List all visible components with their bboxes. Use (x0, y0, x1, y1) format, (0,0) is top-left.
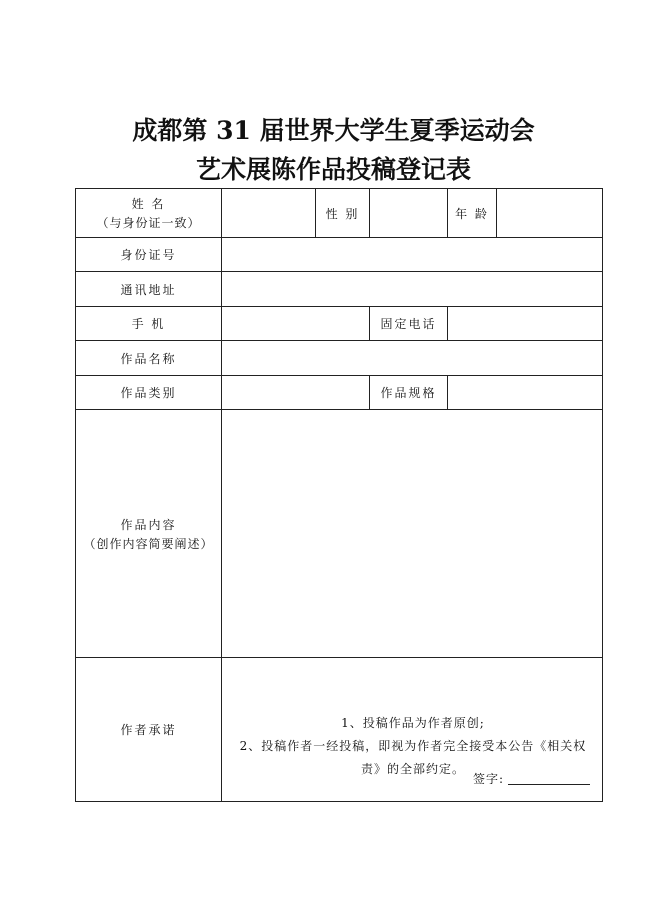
row-name (76, 189, 603, 238)
form-title-line-2: 艺术展陈作品投稿登记表 (195, 155, 471, 184)
work-spec-label: 作品规格 (370, 376, 448, 410)
age-label: 年 龄 (448, 189, 497, 238)
name-label: 姓 名 (131, 197, 166, 211)
work-content-note: （创作内容简要阐述） (83, 536, 214, 551)
name-note: （与身份证一致） (96, 216, 201, 230)
gender-value-cell[interactable] (370, 189, 448, 238)
work-type-label: 作品类别 (76, 376, 222, 410)
age-value-cell[interactable] (497, 189, 603, 238)
gender-label: 性 别 (316, 189, 370, 238)
work-name-label: 作品名称 (76, 341, 222, 376)
row-work-type (76, 376, 603, 410)
promise-line-3: 责》的全部约定。 (360, 762, 465, 776)
address-label: 通讯地址 (76, 272, 222, 307)
form-title-line-1: 成都第 31 届世界大学生夏季运动会 (132, 116, 535, 145)
id-number-label: 身份证号 (76, 238, 222, 272)
signature-line[interactable] (508, 784, 590, 785)
promise-line-2: 2、投稿作者一经投稿，即视为作者完全接受本公告《相关权 (239, 739, 587, 753)
author-promise-label: 作者承诺 (76, 658, 222, 802)
work-content-value-cell[interactable] (222, 410, 603, 658)
work-name-value-cell[interactable] (222, 341, 603, 376)
row-id-number (76, 238, 603, 272)
row-work-name (76, 341, 603, 376)
landline-label: 固定电话 (370, 307, 448, 341)
name-label-cell (76, 189, 222, 238)
row-work-content (76, 410, 603, 658)
signature-row (473, 770, 590, 787)
id-number-value-cell[interactable] (222, 238, 603, 272)
address-value-cell[interactable] (222, 272, 603, 307)
promise-line-1: 1、投稿作品为作者原创; (341, 716, 485, 730)
work-content-label-cell (76, 410, 222, 658)
work-content-label: 作品内容 (120, 517, 177, 532)
row-phone (76, 307, 603, 341)
registration-form-table (75, 188, 603, 802)
row-author-promise (76, 658, 603, 802)
promise-text (222, 678, 602, 781)
mobile-value-cell[interactable] (222, 307, 370, 341)
author-promise-cell (222, 658, 603, 802)
mobile-label: 手 机 (76, 307, 222, 341)
row-address (76, 272, 603, 307)
landline-value-cell[interactable] (448, 307, 603, 341)
signature-label: 签字: (472, 772, 504, 786)
work-type-value-cell[interactable] (222, 376, 370, 410)
work-spec-value-cell[interactable] (448, 376, 603, 410)
name-value-cell[interactable] (222, 189, 316, 238)
